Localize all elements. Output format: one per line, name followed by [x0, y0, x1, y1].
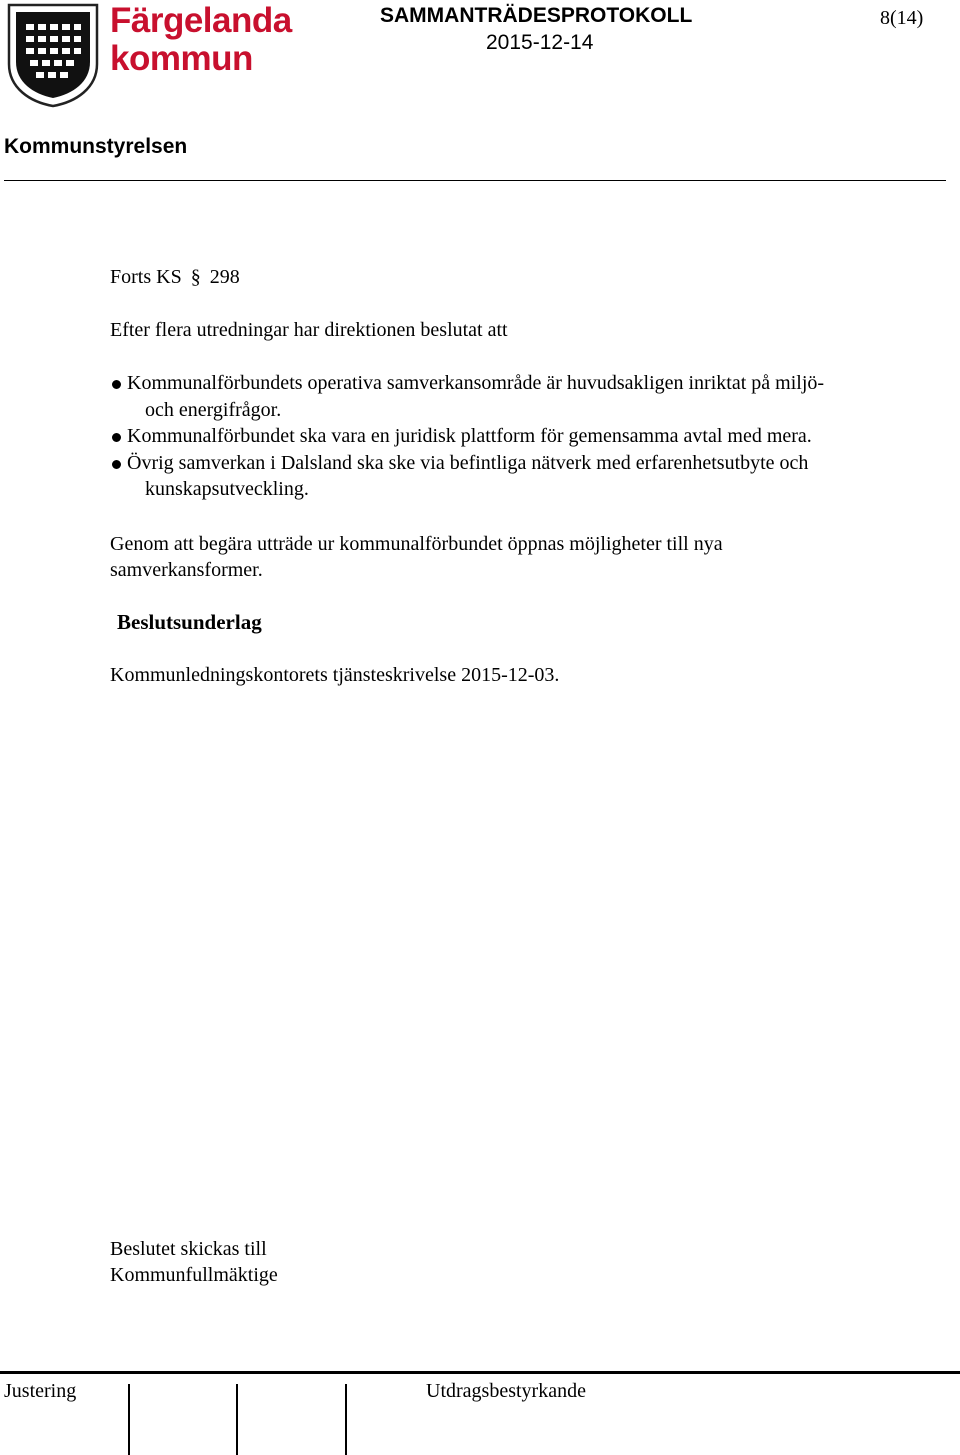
- basis-text: Kommunledningskontorets tjänsteskrivelse 2015-12-03.: [110, 664, 560, 686]
- paragraph-line1: Genom att begära utträde ur kommunalförbundet öppnas möjligheter till nya: [110, 533, 723, 555]
- section-number: 298: [209, 266, 240, 288]
- header-divider: [4, 180, 946, 181]
- logo-name-line1: Färgelanda: [110, 1, 292, 40]
- logo-name-line2: kommun: [110, 39, 253, 78]
- municipality-logo: [6, 2, 296, 110]
- sent-to-label: Beslutet skickas till: [110, 1238, 267, 1260]
- list-item: [110, 370, 930, 423]
- bullet-icon: [112, 433, 121, 442]
- protocol-date: 2015-12-14: [486, 31, 594, 54]
- page-number: 8(14): [880, 7, 924, 29]
- bullet-icon: [112, 460, 121, 469]
- list-item-line1: Övrig samverkan i Dalsland ska ske via befintliga nätverk med erfarenhetsutbyte och: [127, 451, 809, 474]
- list-item: [110, 423, 930, 450]
- protocol-title: SAMMANTRÄDESPROTOKOLL: [380, 4, 693, 27]
- continued-label: Forts KS: [110, 266, 182, 288]
- bullet-icon: [112, 380, 121, 389]
- sent-to-recipient: Kommunfullmäktige: [110, 1264, 278, 1286]
- list-item-line1: Kommunalförbundets operativa samverkansområde är huvudsakligen inriktat på miljö-: [127, 372, 825, 394]
- justering-label: Justering: [4, 1380, 77, 1402]
- municipal-shield-emblem-icon: [6, 2, 100, 108]
- signature-box-divider: [128, 1384, 130, 1455]
- intro-text: Efter flera utredningar har direktionen beslutat att: [110, 319, 508, 341]
- footer-divider: [0, 1371, 960, 1374]
- paragraph-line2: samverkansformer.: [110, 559, 263, 581]
- organization-name: Kommunstyrelsen: [4, 135, 188, 158]
- section-sign: §: [190, 266, 201, 288]
- decision-list: [110, 370, 930, 503]
- list-item: [110, 450, 930, 503]
- signature-box-divider: [236, 1384, 238, 1455]
- list-item-line2: och energifrågor.: [145, 398, 282, 421]
- basis-heading: Beslutsunderlag: [117, 610, 262, 634]
- signature-box-divider: [345, 1384, 347, 1455]
- certification-label: Utdragsbestyrkande: [426, 1380, 586, 1402]
- section-reference: [110, 264, 240, 290]
- list-item-line2: kunskapsutveckling.: [145, 478, 309, 500]
- list-item-line1: Kommunalförbundet ska vara en juridisk plattform för gemensamma avtal med mera.: [127, 425, 812, 447]
